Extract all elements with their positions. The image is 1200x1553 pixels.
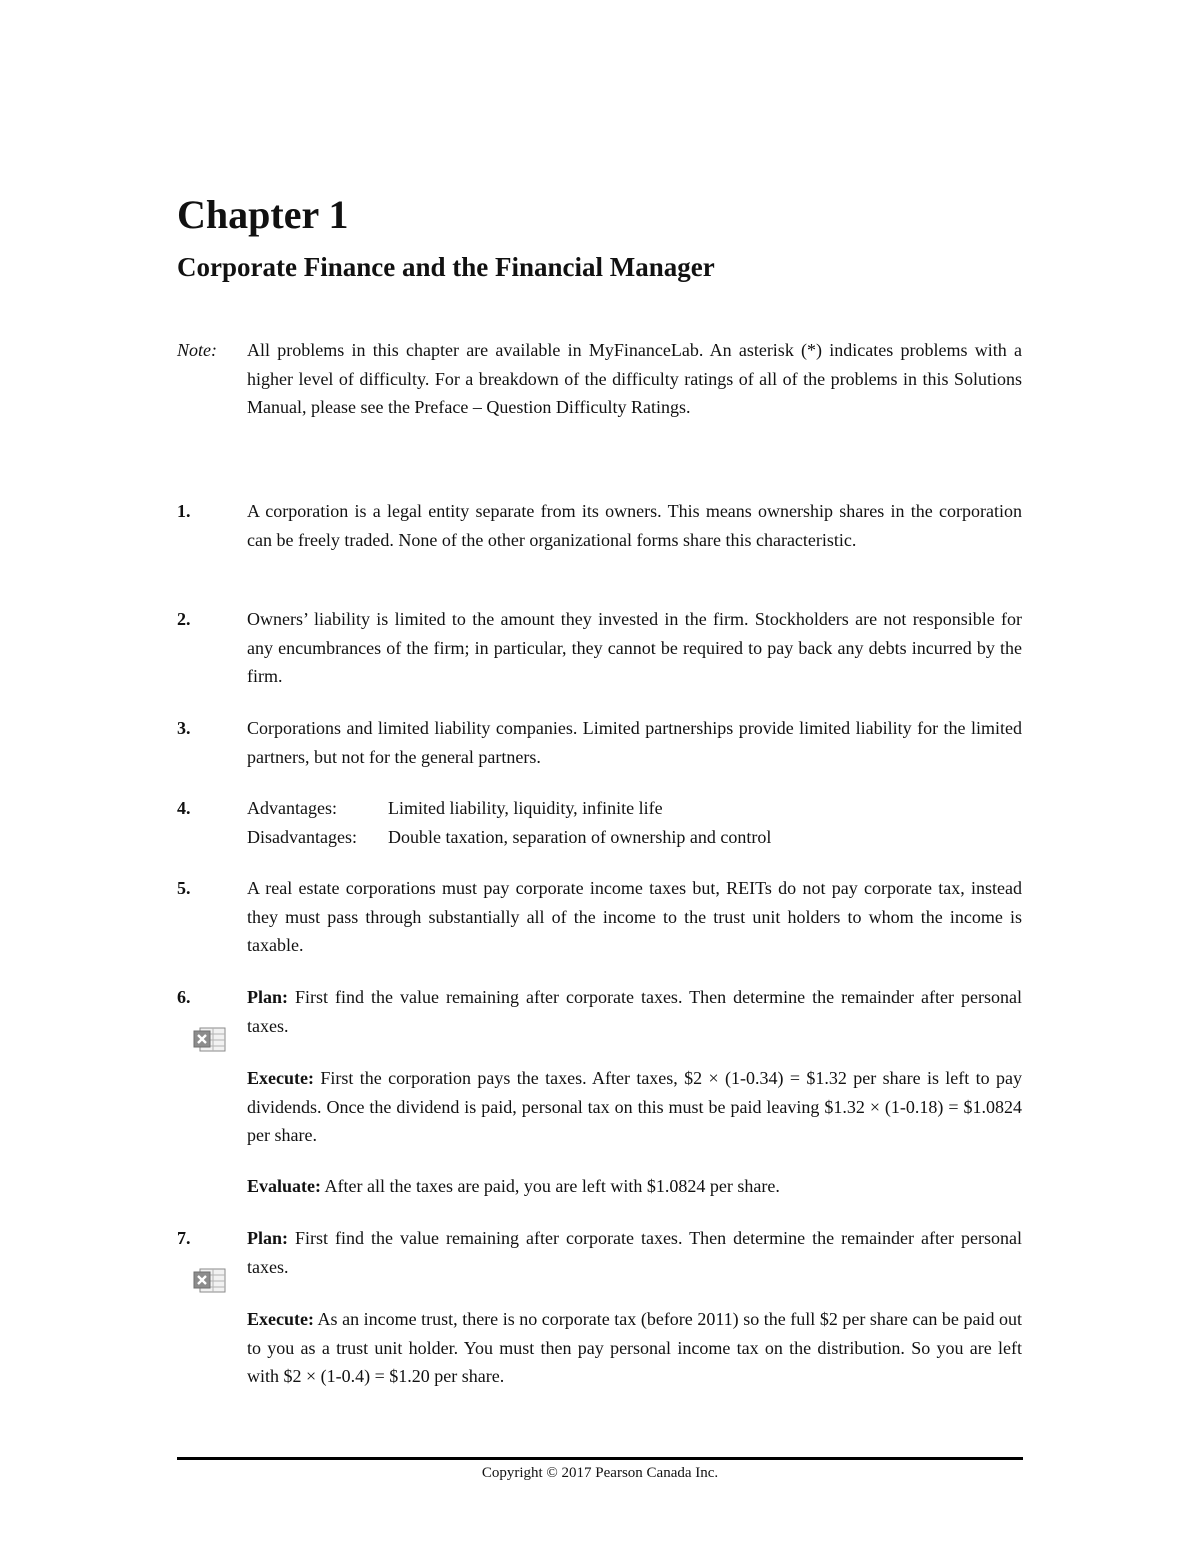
disadvantages-label: Disadvantages: bbox=[247, 826, 357, 847]
disadvantages-text: Double taxation, separation of ownership and control bbox=[388, 826, 772, 847]
advantages-text: Limited liability, liquidity, infinite life bbox=[388, 798, 663, 818]
excel-spreadsheet-icon-graphic bbox=[193, 1025, 227, 1053]
excel-spreadsheet-icon[interactable] bbox=[193, 1025, 227, 1053]
item-number: 2. bbox=[177, 609, 191, 629]
evaluate-label: Evaluate: bbox=[247, 1176, 321, 1196]
item-4-answer bbox=[247, 794, 1022, 851]
item-2-answer: Owners’ liability is limited to the amount they invested in the firm. Stockholders are not responsible for any encumbrances of the firm; in particular, they cannot be required to pay back any debts incurred by the firm. bbox=[247, 609, 1022, 686]
plan-text: First find the value remaining after corporate taxes. Then determine the remainder after personal taxes. bbox=[247, 987, 1022, 1036]
disadvantages-row bbox=[247, 823, 1022, 852]
item-number: 5. bbox=[177, 878, 191, 898]
chapter-subtitle: Corporate Finance and the Financial Manager bbox=[177, 252, 715, 282]
footer-copyright: Copyright © 2017 Pearson Canada Inc. bbox=[481, 1465, 719, 1481]
item-6-evaluate bbox=[247, 1172, 1022, 1201]
footer-divider bbox=[177, 1457, 1023, 1460]
item-number: 3. bbox=[177, 718, 191, 738]
item-6-plan bbox=[247, 983, 1022, 1040]
plan-label: Plan: bbox=[247, 1228, 289, 1248]
plan-text: First find the value remaining after corporate taxes. Then determine the remainder after personal taxes. bbox=[247, 1228, 1022, 1277]
item-number: 6. bbox=[177, 987, 191, 1007]
excel-spreadsheet-icon-graphic bbox=[193, 1266, 227, 1294]
item-7-execute bbox=[247, 1305, 1022, 1391]
execute-text: As an income trust, there is no corporate tax (before 2011) so the full $2 per share can be paid out to you as a trust unit holder. You must then pay personal income tax on the distribution. So you are left with $2 × (1-0.4) = $1.20 per share. bbox=[247, 1309, 1022, 1386]
item-7-plan bbox=[247, 1224, 1022, 1281]
evaluate-text: After all the taxes are paid, you are left with $1.0824 per share. bbox=[324, 1176, 780, 1196]
item-number: 1. bbox=[177, 501, 191, 521]
advantages-label: Advantages: bbox=[247, 798, 337, 818]
excel-spreadsheet-icon[interactable] bbox=[193, 1266, 227, 1294]
item-6-execute bbox=[247, 1064, 1022, 1150]
execute-text: First the corporation pays the taxes. After taxes, $2 × (1-0.34) = $1.32 per share is left to pay dividends. Once the dividend is paid, personal tax on this must be paid leaving $1.32 × (1-0.18) = $1.0824 per share. bbox=[247, 1068, 1023, 1145]
execute-label: Execute: bbox=[247, 1068, 314, 1088]
item-5-answer: A real estate corporations must pay corporate income taxes but, REITs do not pay corporate tax, instead they must pass through substantially all of the income to the trust unit holders to whom the income is taxable. bbox=[247, 878, 1022, 955]
item-3-answer: Corporations and limited liability companies. Limited partnerships provide limited liability for the limited partners, but not for the general partners. bbox=[247, 718, 1022, 767]
execute-label: Execute: bbox=[247, 1309, 314, 1329]
plan-label: Plan: bbox=[247, 987, 289, 1007]
advantages-row bbox=[247, 794, 1022, 823]
item-1-answer: A corporation is a legal entity separate from its owners. This means ownership shares in the corporation can be freely traded. None of the other organizational forms share this characteristic. bbox=[247, 501, 1022, 550]
item-number: 7. bbox=[177, 1228, 191, 1248]
note-label: Note: bbox=[177, 340, 217, 360]
item-number: 4. bbox=[177, 798, 191, 818]
note-text: All problems in this chapter are available in MyFinanceLab. An asterisk (*) indicates problems with a higher level of difficulty. For a breakdown of the difficulty ratings of all of the problems in this Solutions Manual, please see the Preface – Question Difficulty Ratings. bbox=[247, 340, 1022, 417]
chapter-title: Chapter 1 bbox=[177, 192, 349, 237]
